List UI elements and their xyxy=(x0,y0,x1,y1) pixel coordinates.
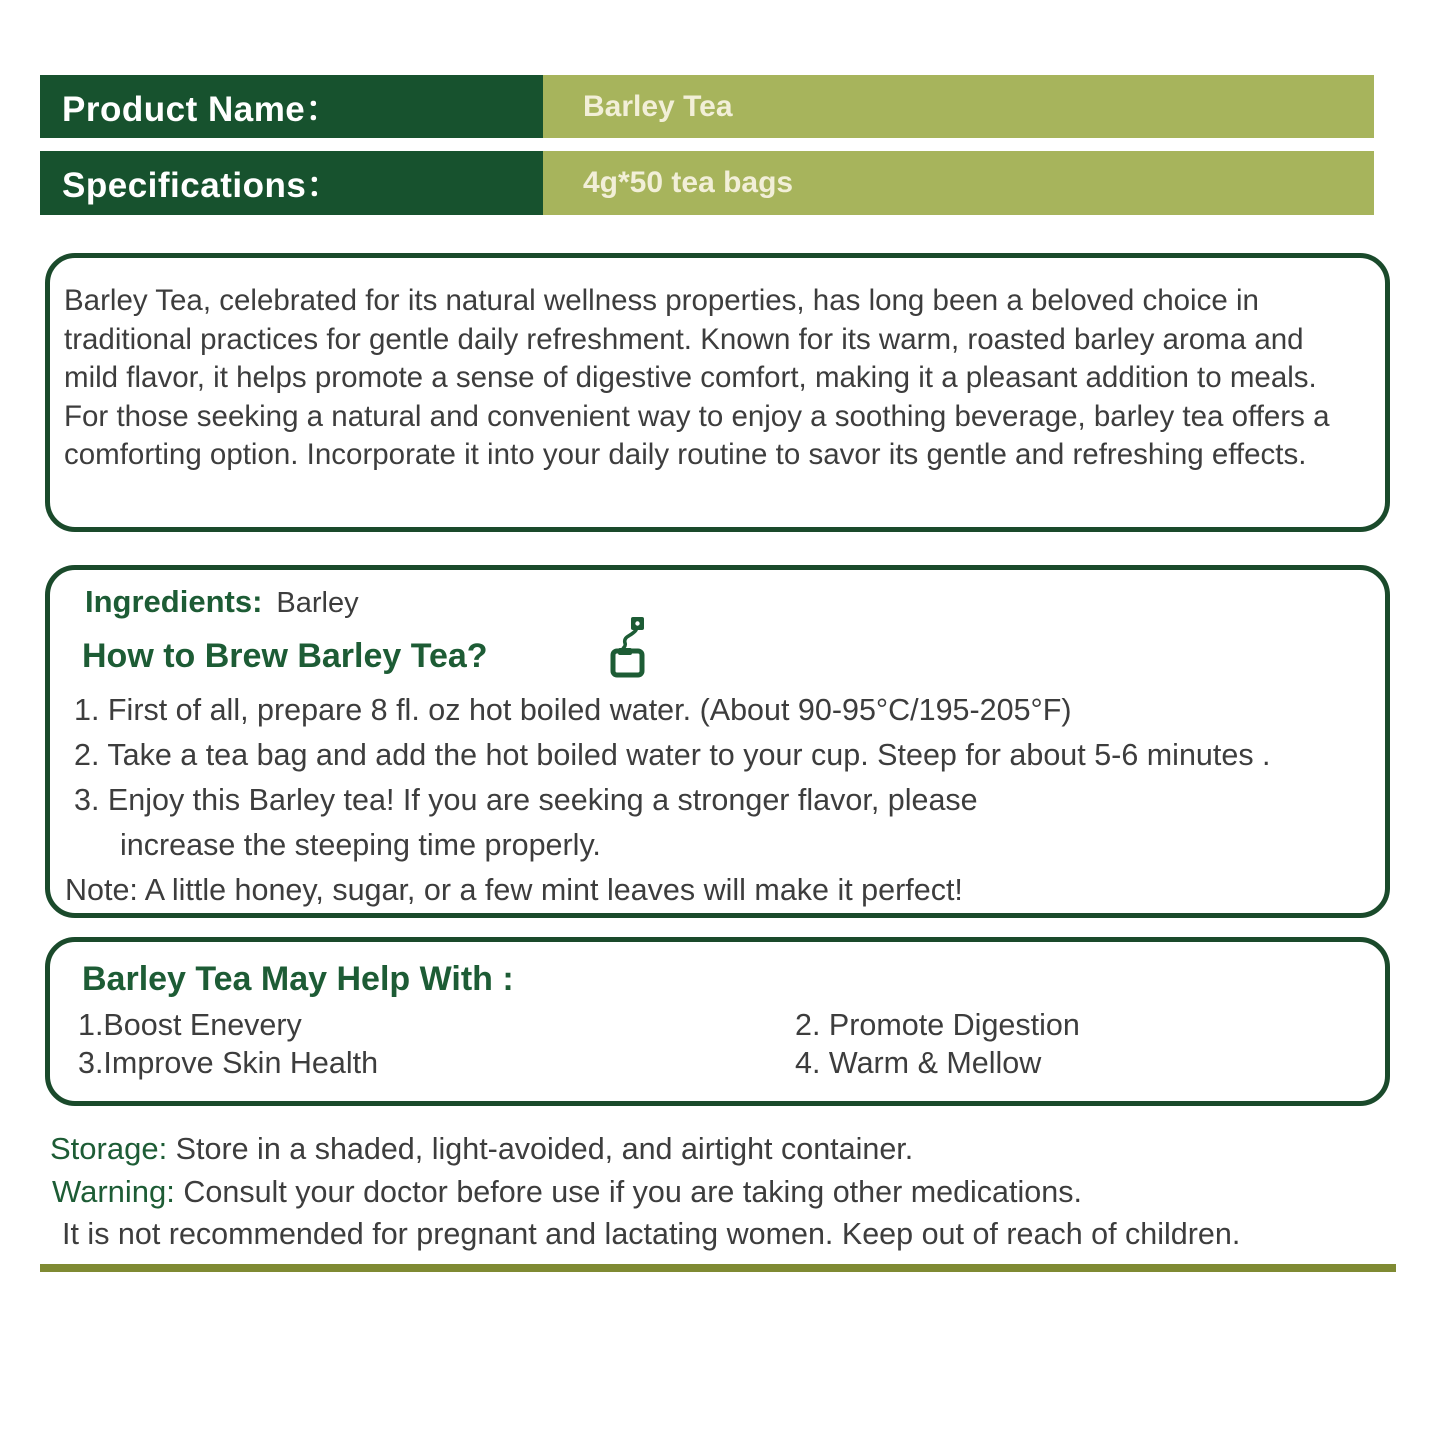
warning-label: Warning: xyxy=(52,1174,175,1209)
benefits-title: Barley Tea May Help With : xyxy=(82,960,514,998)
warning-text: Consult your doctor before use if you are taking other medications. xyxy=(174,1175,1082,1209)
description-box xyxy=(45,253,1390,532)
specifications-value: 4g*50 tea bags xyxy=(543,151,1374,215)
product-name-label: Product Name： xyxy=(40,75,543,138)
benefits-column-right xyxy=(795,1006,1080,1082)
brew-steps xyxy=(65,688,1385,913)
benefit-item: 2. Promote Digestion xyxy=(795,1008,1080,1042)
bottom-divider xyxy=(40,1264,1396,1272)
warning-line xyxy=(52,1174,1082,1210)
benefits-columns xyxy=(50,1006,1385,1082)
tea-bag-icon xyxy=(610,616,646,683)
specifications-label: Specifications： xyxy=(40,151,543,215)
benefit-item: 3.Improve Skin Health xyxy=(78,1046,379,1080)
brew-box xyxy=(45,565,1390,918)
description-text: Barley Tea, celebrated for its natural wellness properties, has long been a beloved choice in traditional practices for gentle daily refreshment. Known for its warm, roasted barley aroma and mild flavor, it helps promote a sense of digestive comfort, making it a pleasant addition to meals. For those seeking a natural and convenient way to enjoy a soothing beverage, barley tea offers a comforting option. Incorporate it into your daily routine to savor its gentle and refreshing effects. xyxy=(64,284,1330,471)
benefit-item: 4. Warm & Mellow xyxy=(795,1046,1042,1080)
ingredients-value: Barley xyxy=(276,587,359,619)
brew-title: How to Brew Barley Tea? xyxy=(82,637,488,675)
brew-step: 2. Take a tea bag and add the hot boiled water to your cup. Steep for about 5-6 minutes . xyxy=(74,738,1271,772)
storage-text: Store in a shaded, light-avoided, and airtight container. xyxy=(167,1132,914,1166)
benefit-item: 1.Boost Enevery xyxy=(78,1008,302,1042)
brew-step: 3. Enjoy this Barley tea! If you are seeking a stronger flavor, please xyxy=(74,783,978,817)
product-name-row xyxy=(40,75,1374,138)
brew-note: Note: A little honey, sugar, or a few mint leaves will make it perfect! xyxy=(65,873,963,907)
ingredients-row xyxy=(85,582,1385,628)
benefits-column-left xyxy=(78,1006,795,1082)
ingredients-label: Ingredients: xyxy=(85,584,263,619)
storage-line xyxy=(50,1131,913,1167)
storage-label: Storage: xyxy=(50,1131,168,1166)
warning-line-2: It is not recommended for pregnant and lactating women. Keep out of reach of children. xyxy=(62,1217,1241,1251)
brew-step-continuation: increase the steeping time properly. xyxy=(120,828,601,862)
specifications-row xyxy=(40,151,1374,215)
benefits-box xyxy=(45,937,1390,1106)
product-name-value: Barley Tea xyxy=(543,75,1374,138)
brew-step: 1. First of all, prepare 8 fl. oz hot boiled water. (About 90-95°C/195-205°F) xyxy=(74,693,1072,727)
